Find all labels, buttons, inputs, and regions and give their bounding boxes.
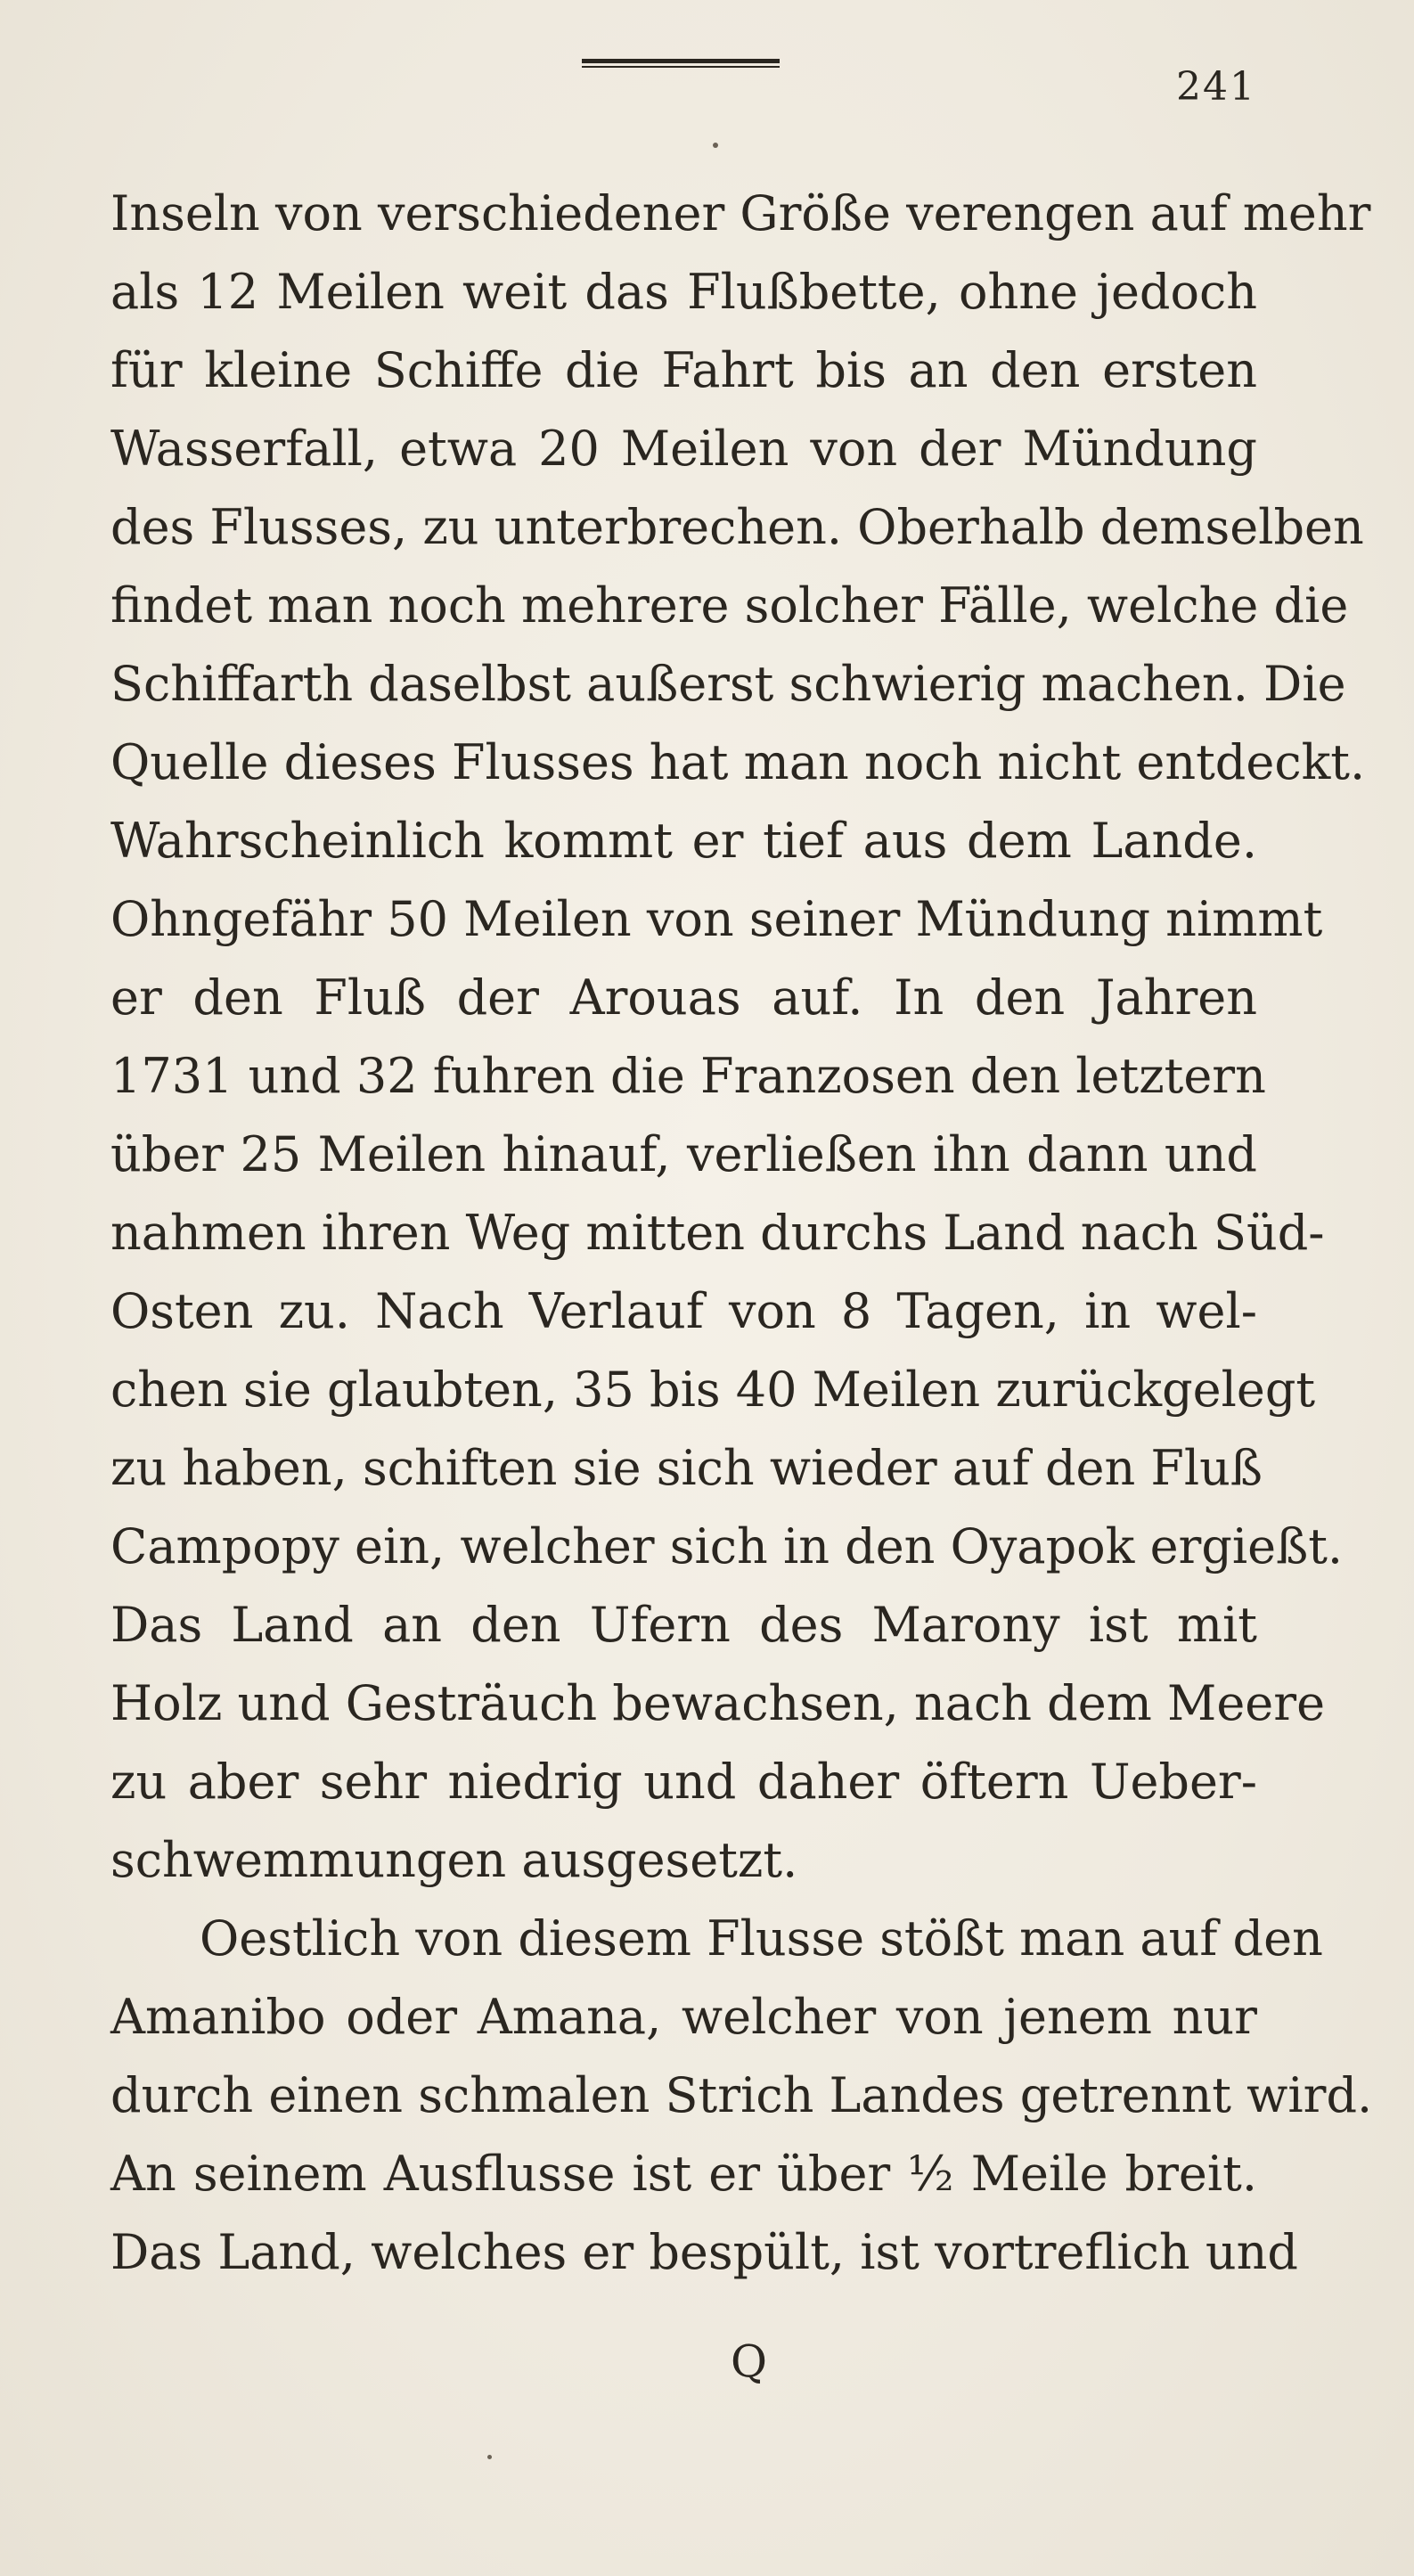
text-line: Ohngefähr 50 Meilen von seiner Mündung nimmt bbox=[110, 891, 1323, 947]
text-line-paragraph-end: schwemmungen ausgesetzt. bbox=[110, 1832, 798, 1888]
text-line: zu aber sehr niedrig und daher öftern Ueber- bbox=[110, 1754, 1257, 1810]
text-line: er den Fluß der Arouas auf. In den Jahren bbox=[110, 969, 1257, 1026]
text-line: chen sie glaubten, 35 bis 40 Meilen zurückgelegt bbox=[110, 1362, 1316, 1418]
text-line: des Flusses, zu unterbrechen. Oberhalb demselben bbox=[110, 499, 1364, 555]
text-line: Quelle dieses Flusses hat man noch nicht entdeckt. bbox=[110, 734, 1366, 790]
text-line: Campopy ein, welcher sich in den Oyapok ergießt. bbox=[110, 1518, 1344, 1574]
paper-speck bbox=[713, 143, 718, 148]
text-line: Holz und Gesträuch bewachsen, nach dem Meere bbox=[110, 1675, 1326, 1731]
paper-speck bbox=[487, 2455, 492, 2459]
text-line: findet man noch mehrere solcher Fälle, welche die bbox=[110, 577, 1349, 634]
text-line: Das Land, welches er bespült, ist vortreflich und bbox=[110, 2224, 1298, 2280]
page-number: 241 bbox=[1176, 64, 1256, 110]
text-line: Das Land an den Ufern des Marony ist mit bbox=[110, 1597, 1257, 1653]
text-line: 1731 und 32 fuhren die Franzosen den letztern bbox=[110, 1048, 1266, 1104]
text-line: Wahrscheinlich kommt er tief aus dem Lande. bbox=[110, 813, 1257, 869]
body-text bbox=[110, 175, 1373, 2292]
text-line: nahmen ihren Weg mitten durchs Land nach Süd- bbox=[110, 1205, 1325, 1261]
header-rule-thick bbox=[582, 59, 780, 63]
text-line: zu haben, schiften sie sich wieder auf den Fluß bbox=[110, 1440, 1263, 1496]
text-line: durch einen schmalen Strich Landes getrennt wird. bbox=[110, 2067, 1373, 2123]
text-line: An seinem Ausflusse ist er über ½ Meile breit. bbox=[110, 2146, 1257, 2202]
text-line: Wasserfall, etwa 20 Meilen von der Mündung bbox=[110, 421, 1257, 477]
text-line-paragraph-start: Oestlich von diesem Flusse stößt man auf den bbox=[200, 1910, 1323, 1967]
text-line: für kleine Schiffe die Fahrt bis an den ersten bbox=[110, 342, 1257, 398]
text-line: Amanibo oder Amana, welcher von jenem nur bbox=[110, 1989, 1257, 2045]
text-line: über 25 Meilen hinauf, verließen ihn dann und bbox=[110, 1126, 1257, 1182]
header-rule-thin bbox=[582, 66, 780, 68]
text-line: Osten zu. Nach Verlauf von 8 Tagen, in wel- bbox=[110, 1283, 1257, 1339]
text-line: Schiffarth daselbst außerst schwierig machen. Die bbox=[110, 656, 1346, 712]
signature-mark: Q bbox=[731, 2335, 767, 2387]
header-rule bbox=[582, 59, 780, 68]
text-line: als 12 Meilen weit das Flußbette, ohne jedoch bbox=[110, 264, 1257, 320]
text-line: Inseln von verschiedener Größe verengen auf mehr bbox=[110, 185, 1371, 241]
